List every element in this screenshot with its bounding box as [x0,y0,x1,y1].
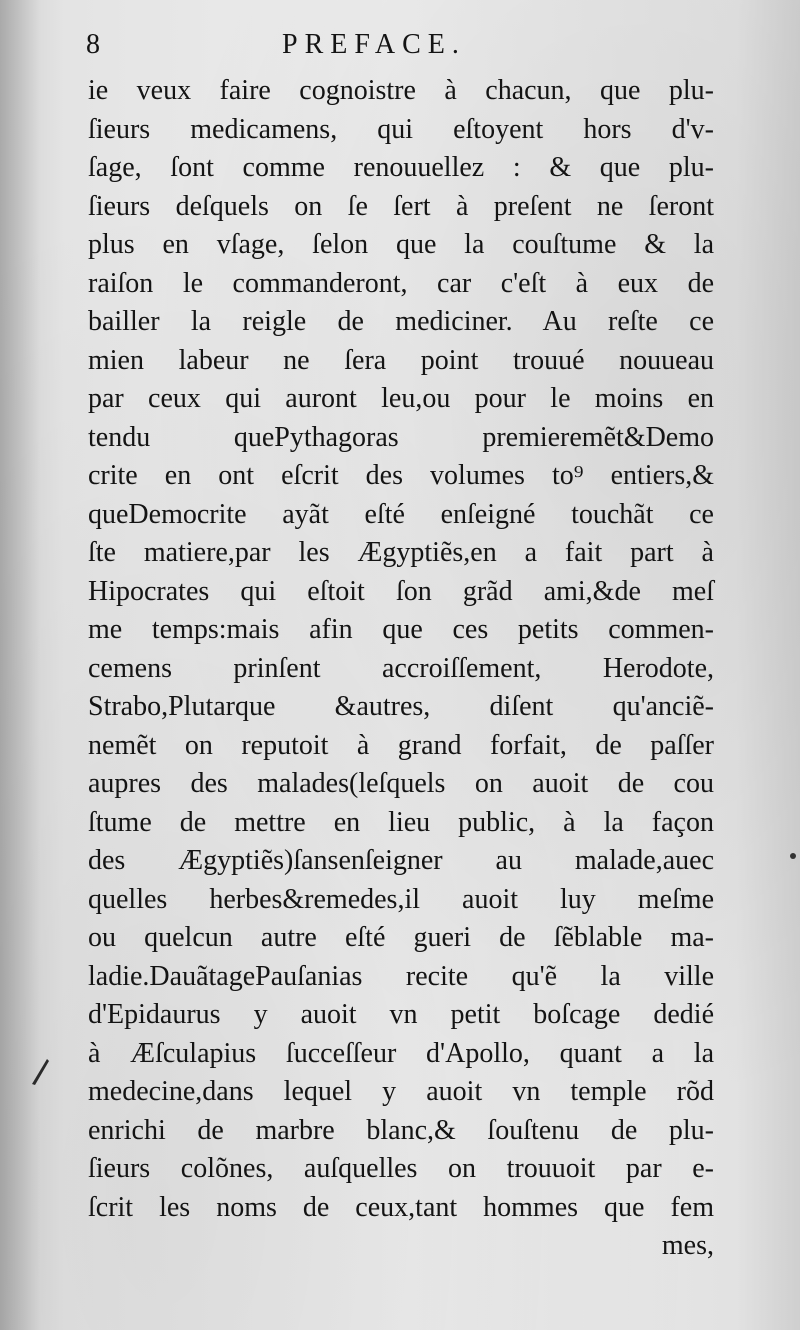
text-line: me temps:mais afin que ces petits commen- [88,614,714,645]
text-line: crite en ont eſcrit des volumes to⁹ entiers,& [88,460,714,491]
text-line: bailler la reigle de mediciner. Au reſte ce [88,306,714,337]
text-line: ſcrit les noms de ceux,tant hommes que fem [88,1191,714,1223]
ink-speck [790,853,796,859]
text-line: ladie.DauãtagePauſanias recite qu'ẽ la ville [88,960,714,992]
text-line: ſieurs deſquels on ſe ſert à preſent ne ſeront [88,190,714,222]
text-line: d'Epidaurus y auoit vn petit boſcage dedié [88,999,714,1030]
text-line: ſage, ſont comme renouuellez : & que plu- [88,152,714,183]
text-line: quelles herbes&remedes,il auoit luy meſme [88,883,714,915]
text-line: tendu quePythagoras premieremẽt&Demo [88,421,714,453]
text-line: cemens prinſent accroiſſement, Herodote, [88,652,714,684]
gutter-shadow [0,0,40,1330]
page-number: 8 [86,29,100,60]
text-line: ſte matiere,par les Ægyptiẽs,en a fait part à [88,537,714,568]
ink-mark-icon [30,1056,50,1086]
text-line: des Ægyptiẽs)ſansenſeigner au malade,auec [88,845,714,876]
text-line: à Æſculapius ſucceſſeur d'Apollo, quant a la [88,1037,714,1069]
text-line: ie veux faire cognoistre à chacun, que plu- [88,75,714,106]
running-head: PREFACE. [282,29,466,60]
text-line: ſtume de mettre en lieu public, à la façon [88,806,714,838]
text-line: Strabo,Plutarque &autres, diſent qu'anciẽ- [88,691,714,722]
text-line: queDemocrite ayãt eſté enſeigné touchãt ce [88,498,714,530]
text-line: nemẽt on reputoit à grand forfait, de paſſer [88,729,714,761]
text-line: raiſon le commanderont, car c'eſt à eux de [88,267,714,299]
text-line: Hipocrates qui eſtoit ſon grãd ami,&de meſ [88,575,714,607]
text-line: ou quelcun autre eſté gueri de ſẽblable ma- [88,922,714,953]
text-line: mien labeur ne ſera point trouué nouueau [88,344,714,376]
text-line: aupres des malades(leſquels on auoit de cou [88,768,714,799]
body-text [88,72,714,1266]
text-line: ſieurs colõnes, auſquelles on trouuoit par e- [88,1153,714,1184]
text-line: plus en vſage, ſelon que la couſtume & la [88,229,714,260]
catchword: mes, [661,1230,714,1261]
text-line: enrichi de marbre blanc,& ſouſtenu de plu- [88,1114,714,1146]
text-line: medecine,dans lequel y auoit vn temple rõd [88,1076,714,1107]
text-line: ſieurs medicamens, qui eſtoyent hors d'v- [88,113,714,145]
text-line: par ceux qui auront leu,ou pour le moins en [88,383,714,414]
